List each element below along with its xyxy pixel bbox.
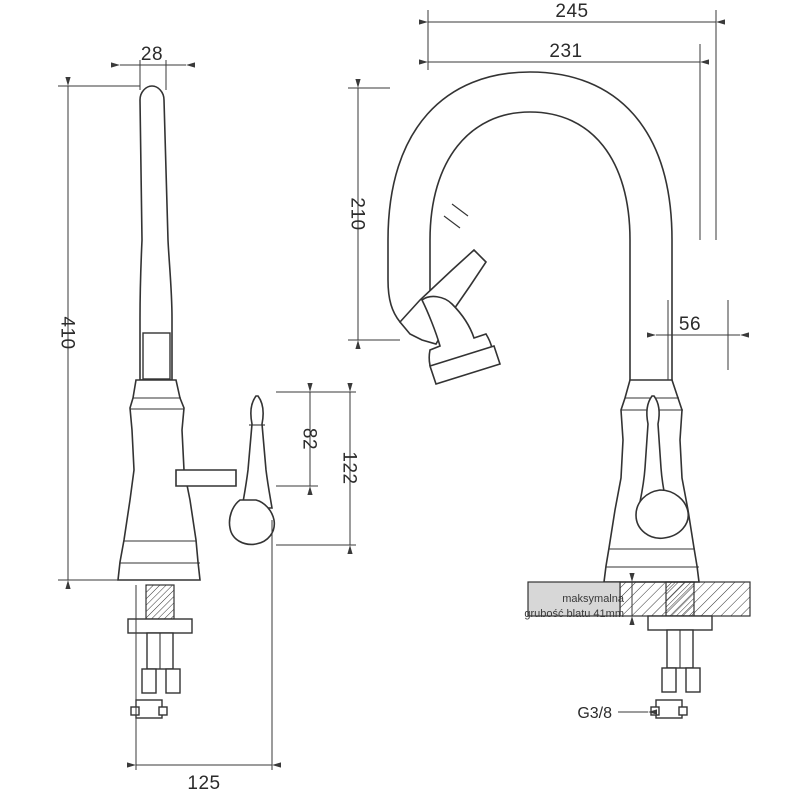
left-faucet-side-view	[57, 44, 360, 794]
worktop-note-line2: grubość blatu 41mm	[524, 608, 624, 620]
right-faucet-front-view	[347, 1, 751, 722]
dim-125-label: 125	[187, 773, 221, 794]
dim-245-label: 245	[555, 1, 589, 22]
dim-56-label: 56	[678, 314, 702, 335]
dim-210-label: 210	[346, 197, 368, 231]
dim-82-label: 82	[298, 427, 320, 451]
dim-410-label: 410	[56, 316, 78, 350]
dim-231-label: 231	[549, 41, 583, 62]
thread-spec-label: G3/8	[577, 705, 612, 722]
dim-28-label: 28	[140, 44, 164, 65]
worktop-note-line1: maksymalna	[562, 593, 624, 605]
dim-122-label: 122	[338, 451, 360, 485]
